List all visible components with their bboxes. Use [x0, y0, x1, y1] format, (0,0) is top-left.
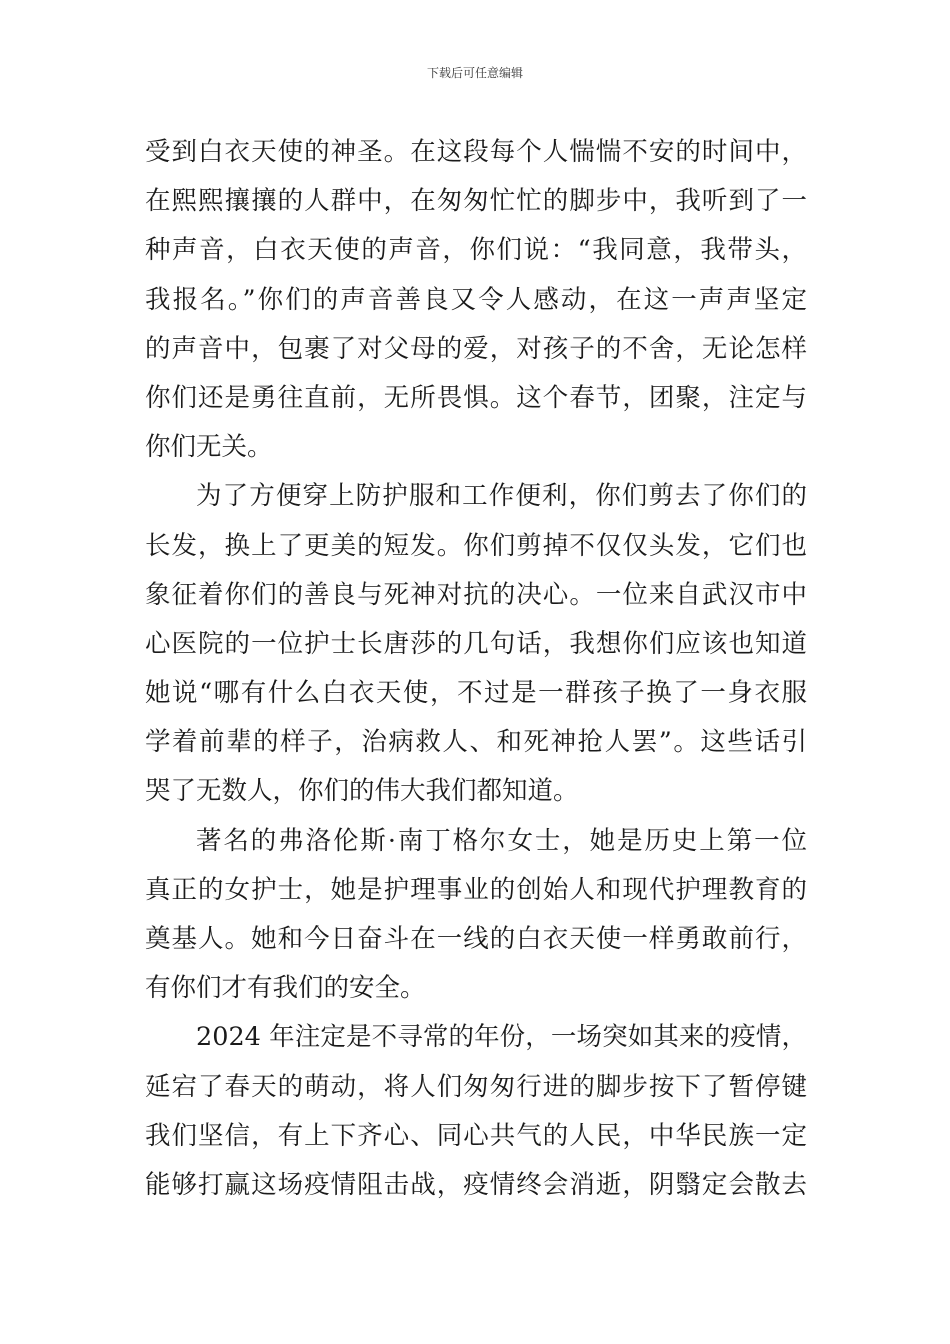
text-line: 受到白衣天使的神圣。在这段每个人惴惴不安的时间中，	[145, 137, 807, 167]
paragraph-4	[145, 1013, 807, 1210]
text-line: 著名的弗洛伦斯·南丁格尔女士，她是历史上第一位	[196, 825, 807, 856]
text-line: 学着前辈的样子，治病救人、和死神抢人罢”。这些话引	[145, 727, 807, 758]
page-header: 下载后可任意编辑	[426, 66, 523, 80]
paragraph-1	[145, 128, 807, 472]
text-line: 你们无关。	[145, 432, 273, 463]
paragraph-3	[145, 817, 807, 1014]
text-line: 她说“哪有什么白衣天使，不过是一群孩子换了一身衣服	[145, 678, 807, 709]
text-line: 我报名。”你们的声音善良又令人感动，在这一声声坚定	[145, 284, 807, 315]
text-line: 我们坚信，有上下齐心、同心共气的人民，中华民族一定	[145, 1120, 807, 1151]
text-line: 象征着你们的善良与死神对抗的决心。一位来自武汉市中	[145, 579, 807, 610]
text-line: 2024 年注定是不寻常的年份，一场突如其来的疫情，	[196, 1022, 807, 1053]
paragraph-2	[145, 472, 807, 816]
text-line: 种声音，白衣天使的声音，你们说：“我同意，我带头，	[145, 235, 807, 266]
text-line: 哭了无数人，你们的伟大我们都知道。	[145, 776, 579, 807]
document-body	[145, 128, 807, 1210]
text-line: 长发，换上了更美的短发。你们剪掉不仅仅头发，它们也	[145, 530, 807, 561]
text-line: 的声音中，包裹了对父母的爱，对孩子的不舍，无论怎样	[145, 333, 807, 364]
text-line: 为了方便穿上防护服和工作便利，你们剪去了你们的	[196, 481, 807, 512]
text-line: 在熙熙攘攘的人群中，在匆匆忙忙的脚步中，我听到了一	[145, 186, 807, 217]
text-line: 有你们才有我们的安全。	[145, 973, 426, 1004]
text-line: 能够打赢这场疫情阻击战，疫情终会消逝，阴翳定会散去	[145, 1169, 807, 1200]
text-line: 奠基人。她和今日奋斗在一线的白衣天使一样勇敢前行，	[145, 924, 807, 954]
text-line: 延宕了春天的萌动，将人们匆匆行进的脚步按下了暂停键	[145, 1071, 807, 1102]
text-line: 心医院的一位护士长唐莎的几句话，我想你们应该也知道	[145, 628, 807, 659]
text-line: 真正的女护士，她是护理事业的创始人和现代护理教育的	[145, 874, 807, 905]
text-line: 你们还是勇往直前，无所畏惧。这个春节，团聚，注定与	[145, 382, 807, 413]
